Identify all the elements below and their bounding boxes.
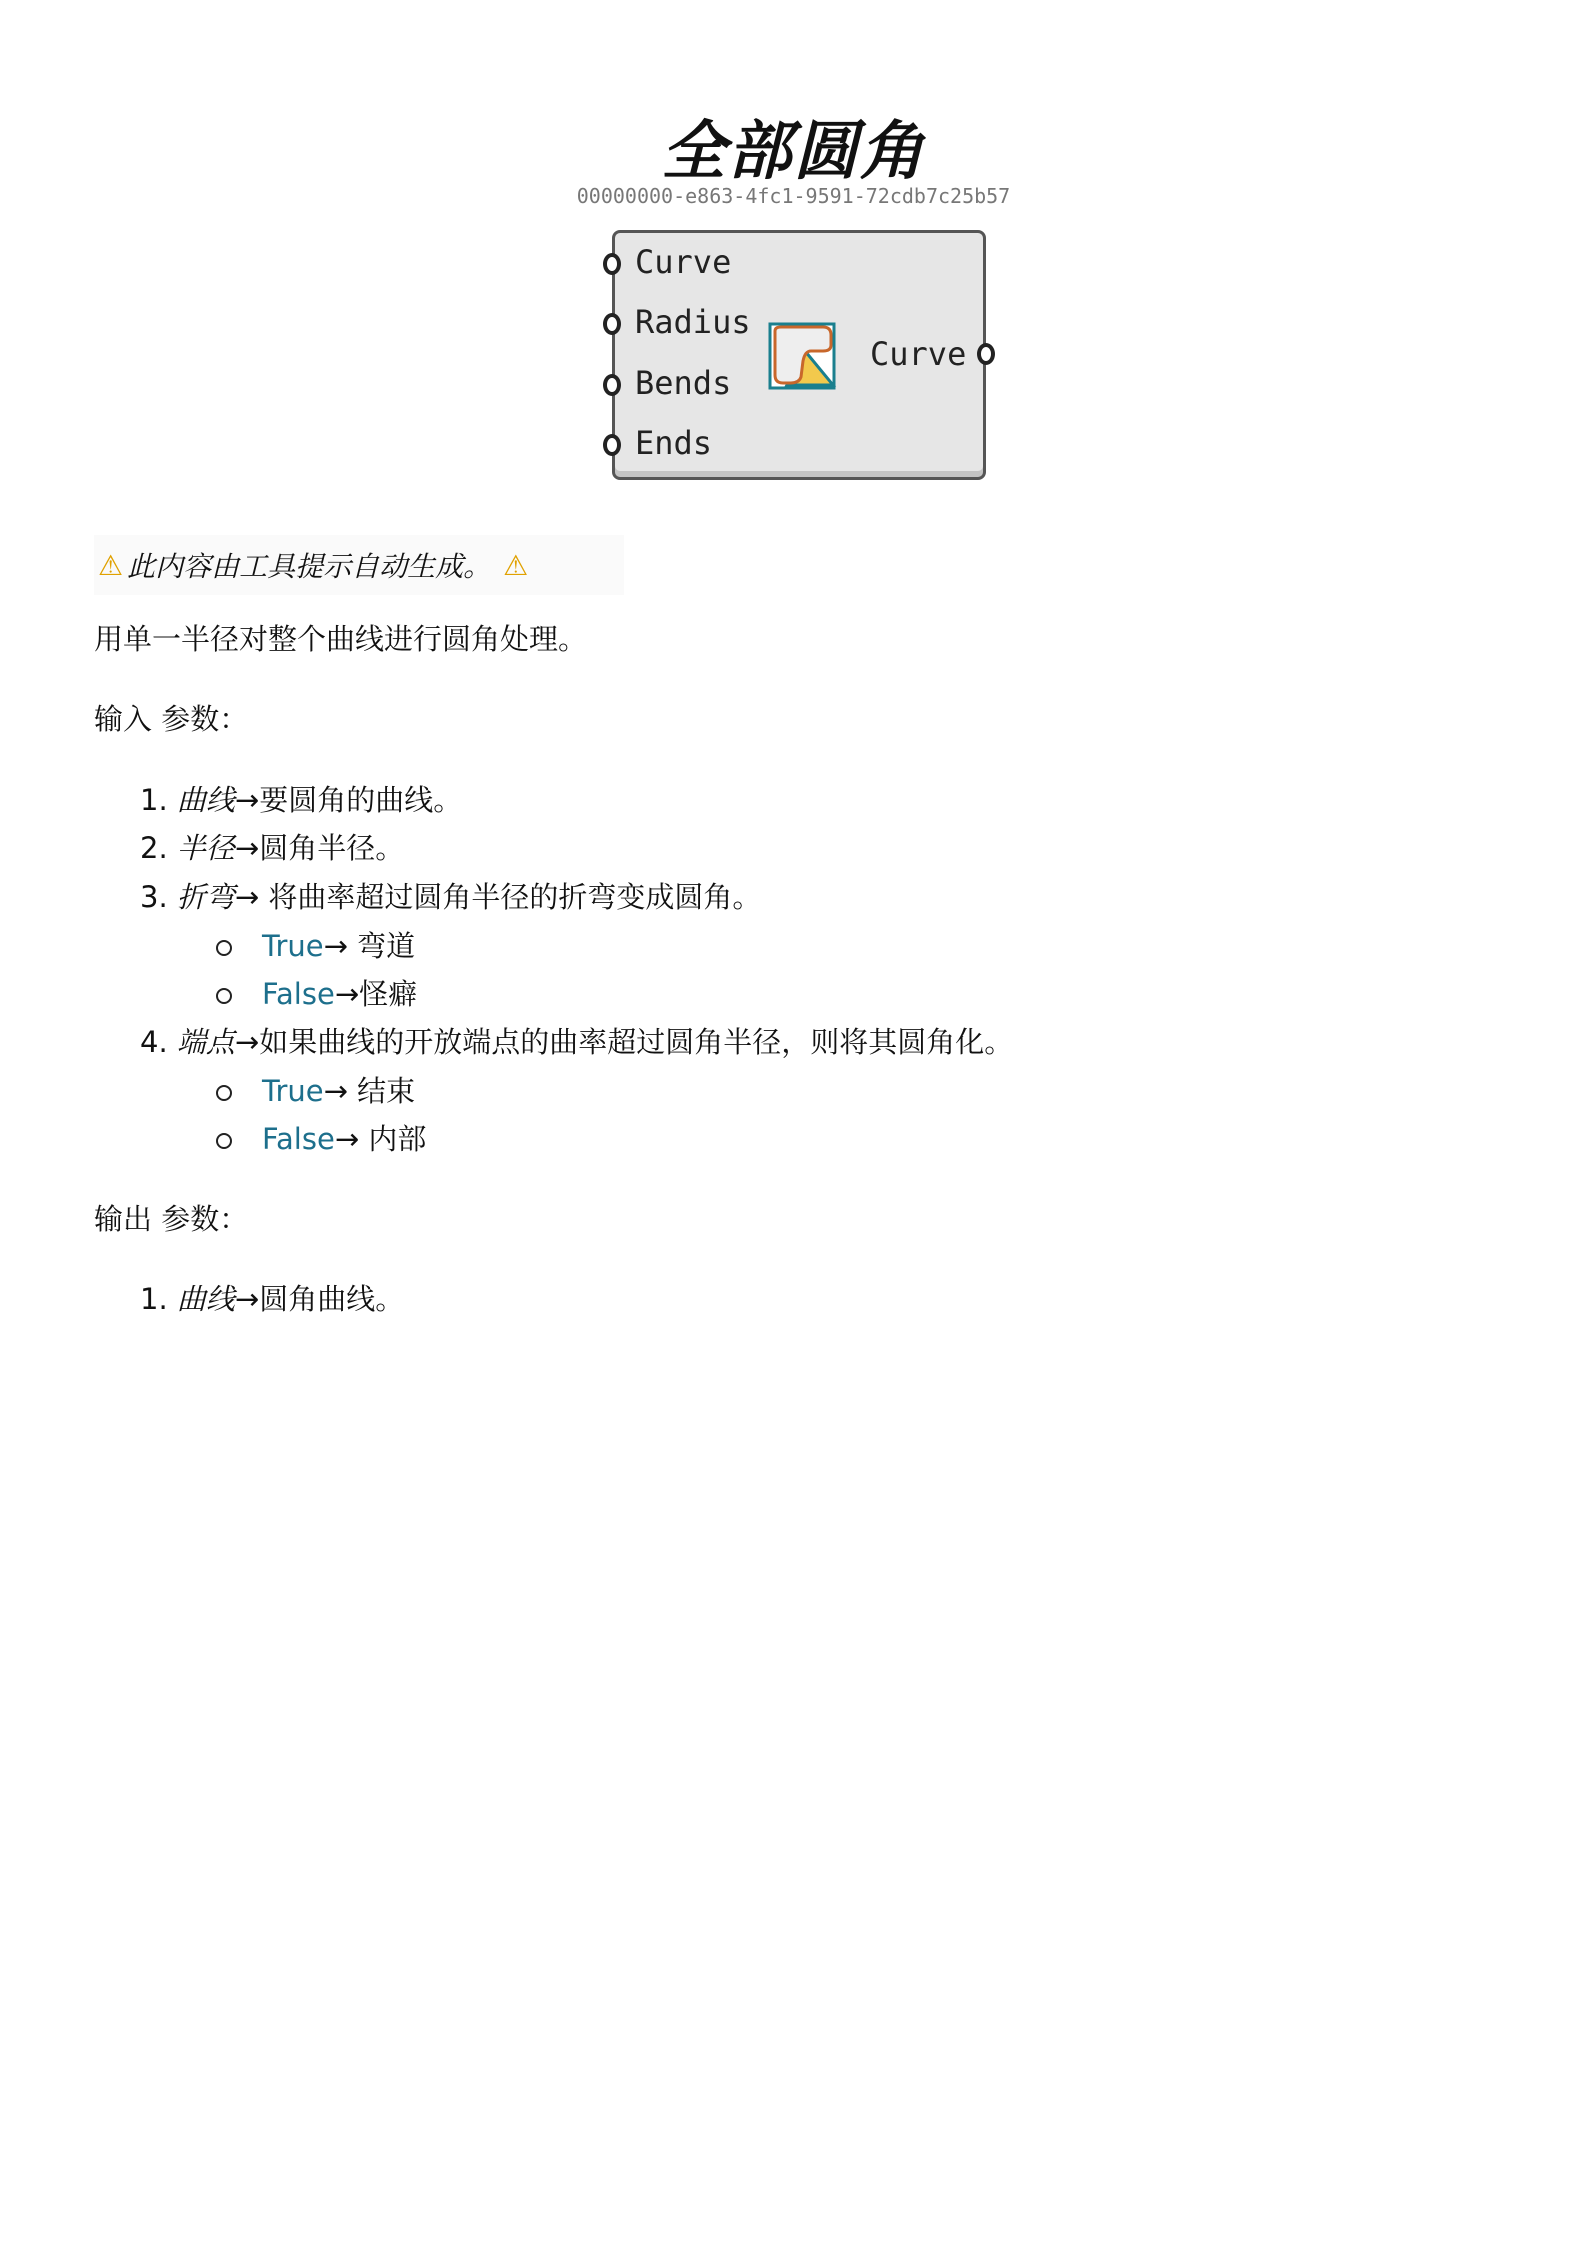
input-label-radius: Radius (635, 303, 751, 341)
sub-list-item: True→ 弯道 (216, 924, 415, 965)
warning-icon: ⚠ (503, 548, 529, 582)
outputs-heading: 输出 参数： (94, 1202, 249, 1236)
notice-text: 此内容由工具提示自动生成。 (127, 550, 492, 583)
description: 用单一半径对整个曲线进行圆角处理。 (94, 622, 588, 656)
input-label-ends: Ends (635, 424, 713, 462)
list-item: 4. 端点→如果曲线的开放端点的曲率超过圆角半径，则将其圆角化。 (140, 1025, 1014, 1059)
input-label-curve: Curve (635, 243, 732, 281)
warning-icon: ⚠ (98, 548, 124, 582)
output-label-curve: Curve (870, 335, 967, 373)
page-title: 全部圆角 (661, 115, 926, 189)
fillet-icon (767, 321, 837, 395)
input-grip-curve[interactable] (603, 253, 621, 275)
inputs-heading: 输入 参数： (94, 702, 249, 736)
output-grip-curve[interactable] (977, 343, 995, 365)
input-grip-bends[interactable] (603, 374, 621, 396)
list-item: 2. 半径→圆角半径。 (140, 831, 405, 865)
list-item: 1. 曲线→要圆角的曲线。 (140, 783, 463, 817)
sub-list-item: False→怪癖 (216, 972, 417, 1013)
component-guid: 00000000-e863-4fc1-9591-72cdb7c25b57 (576, 184, 1011, 208)
auto-generated-notice (94, 535, 624, 595)
list-item: 1. 曲线→圆角曲线。 (140, 1282, 405, 1316)
input-grip-radius[interactable] (603, 313, 621, 335)
list-item: 3. 折弯→ 将曲率超过圆角半径的折弯变成圆角。 (140, 880, 762, 914)
sub-list-item: False→ 内部 (216, 1117, 426, 1158)
input-label-bends: Bends (635, 364, 732, 402)
input-grip-ends[interactable] (603, 434, 621, 456)
component-node[interactable] (612, 230, 986, 480)
sub-list-item: True→ 结束 (216, 1069, 415, 1110)
